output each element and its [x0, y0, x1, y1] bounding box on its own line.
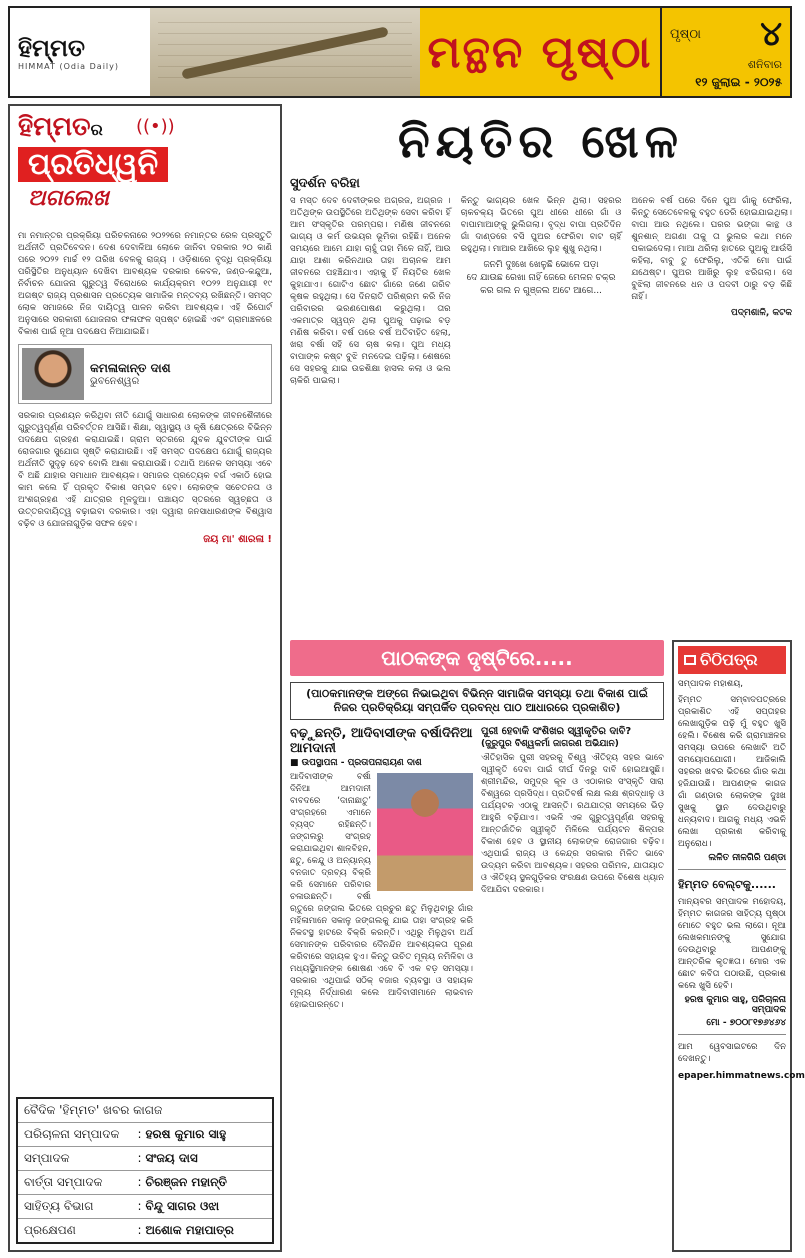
- section-title-block: [420, 8, 660, 96]
- staff-value: ଚିରଞ୍ଜନ ମହାନ୍ତି: [145, 1175, 227, 1189]
- reader-article-2: [481, 726, 664, 1011]
- brand-top-suffix: ର: [90, 120, 103, 139]
- brand-top-text: ହିମ୍ମତ: [18, 112, 91, 142]
- staff-row: [18, 1170, 272, 1194]
- staff-row: [18, 1099, 272, 1122]
- newspaper-logo-sub: HIMMAT (Odia Daily): [18, 61, 119, 71]
- reader-article-2-title: ପୁରୀ ହେବାକି ସଂଶିଖର ସ୍ୱୀକୃତିର ଦାବି?: [481, 726, 632, 737]
- masthead-pen-artwork: [150, 8, 420, 96]
- masthead: [8, 6, 792, 98]
- staff-key: ପରିଚାଳନା ସମ୍ପାଦକ: [24, 1127, 120, 1141]
- letter-2-body: ମାନ୍ୟବର ସମ୍ପାଦକ ମହୋଦୟ, ହିମ୍ମତ କାଗଜର ସାହିତ୍ୟ ପୃଷ୍ଠା ମୋତେ ବହୁତ ଭଲ ଲାଗେ। ନୂଆ ଲେଖକମାନଙ୍କୁ ସୁଯୋଗ ଦେଉଥିବାରୁ ଆପଣଙ୍କୁ ଆନ୍ତରିକ କୃତଜ୍ଞତା। ମୋର ଏକ ଛୋଟ କବିତା ପଠାଉଛି, ପ୍ରକାଶ କଲେ ଖୁସି ହେବି।: [678, 897, 786, 991]
- staff-row: [18, 1218, 272, 1242]
- reader-article-1-title: ବଢ଼ୁଛନ୍ତି, ଆଦିବାସୀଙ୍କ ବର୍ଷାଦିନିଆ ଆମଦାନୀ: [290, 726, 473, 756]
- reader-article-1: [290, 726, 473, 1011]
- main-story: [290, 104, 792, 634]
- verse-text: ଜନମି ଦୁଃଖେ ଖେଳୁଛି ଭୋଳେ ପଡ଼ା ଦେ ଯାଉଛ ରେଖା ନାହିଁ ଜେରେ ମେଳନ ଚକ୍ର କର ଗଲ ନ ଗୁଞ୍ଜଲ ଅଟେ ଆଗେ...: [466, 260, 616, 296]
- readers-subtitle: (ପାଠକମାନଙ୍କ ଅଙ୍ଗେ ନିଭାଇଥିବା ବିଭିନ୍ନ ସାମାଜିକ ସମସ୍ୟା ତଥା ବିକାଶ ପାଇଁ ନିଜର ପ୍ରତିକ୍ରିୟା ସମ୍ପର୍କିତ ପ୍ରବନ୍ଧ ପାଠ ଆଧାରରେ ପ୍ରକାଶିତ): [290, 682, 664, 720]
- reader-article-2-body: ଐତିହାସିକ ପୁରୀ ସହରକୁ ବିଶ୍ୱ ଐତିହ୍ୟ ସହର ଭାବେ ସ୍ୱୀକୃତି ଦେବା ପାଇଁ ଦୀର୍ଘ ଦିନରୁ ଦାବି ହୋଇଆସୁଛି। ଶ୍ରୀମନ୍ଦିର, ସମୁଦ୍ର କୂଳ ଓ ଏଠାକାର ସଂସ୍କୃତି ସାରା ବିଶ୍ୱରେ ପ୍ରସିଦ୍ଧ। ପ୍ରତିବର୍ଷ ଲକ୍ଷ ଲକ୍ଷ ଶ୍ରଦ୍ଧାଳୁ ଓ ପର୍ଯ୍ୟଟକ ଏଠାକୁ ଆସନ୍ତି। ରଥଯାତ୍ରା ସମୟରେ ଭିଡ଼ ଆହୁରି ବଢ଼ିଯାଏ। ଏଭଳି ଏକ ଗୁରୁତ୍ୱପୂର୍ଣ୍ଣ ସହରକୁ ଆନ୍ତର୍ଜାତିକ ସ୍ୱୀକୃତି ମିଳିଲେ ପର୍ଯ୍ୟଟନ ଶିଳ୍ପର ବିକାଶ ହେବ ଓ ସ୍ଥାନୀୟ ଲୋକଙ୍କ ରୋଜଗାର ବଢ଼ିବ। ଏଥିପାଇଁ ରାଜ୍ୟ ଓ କେନ୍ଦ୍ର ସରକାର ମିଳିତ ଭାବେ ଉଦ୍ୟମ କରିବା ଆବଶ୍ୟକ। ସହରର ପରିମଳ, ଯାତାୟାତ ଓ ଐତିହ୍ୟ ସ୍ଥଳଗୁଡ଼ିକର ସଂରକ୍ଷଣ ଉପରେ ବିଶେଷ ଧ୍ୟାନ ଦିଆଯିବା ଦରକାର।: [481, 753, 664, 895]
- reader-article-1-byline: ■ ଉପସ୍ଥାପନା - ପ୍ରତାପନାରାୟଣ ଦାଶ: [290, 758, 422, 768]
- staff-row: [18, 1122, 272, 1146]
- main-story-text-3: ଅନେକ ବର୍ଷ ପରେ ଦିନେ ପୁଅ ଗାଁକୁ ଫେରିଲା, କିନ୍ତୁ ସେତେବେଳକୁ ବହୁତ ଡେରି ହୋଇଯାଇଥିଲା। ବାପା ଆଉ ନଥିଲେ। ଘରର ଭଙ୍ଗା କାନ୍ଥ ଓ ଶୁନଶାନ୍ ଅଗଣା ତାକୁ ତା ଭୁଲର କଥା ମନେ ପକାଇଦେଲା। ମାଆ ଥରିଲା ହାତରେ ପୁଅକୁ ଆଉଁସି କହିଲା, ବାବୁ ତୁ ଫେରିଲୁ, ଏତିକି ମୋ ପାଇଁ ଯଥେଷ୍ଟ। ପୁଅର ଆଖିରୁ ଲୁହ ଝରିଗଲା। ସେ ବୁଝିଲା ଜୀବନରେ ଧନ ଓ ପଦବୀ ଠାରୁ ବଡ଼ କିଛି ନାହିଁ।: [631, 196, 793, 302]
- main-story-col-1: [290, 195, 451, 635]
- envelope-icon: [684, 655, 696, 665]
- editorial-text-1: ମା ନମାନ୍ତର ପ୍ରକ୍ରିୟା ପରିଚଳନାରେ ୨୦୨୨ରେ ନମାନ୍ତର ରେଳ ପ୍ରସ୍ତୁତି ଅର୍ଥନୀତି ପ୍ରତିବେଦନ। ଦେଶ ଦେବାଳିଆ ଲୋକେ ଜାନିବା ଦରକାର ୨୦ କାଣି ପରେ ୨୦୨୨ ମାର୍ଚ୍ଚ ୧୨ ତାରିଖ ବେଳକୁ ରାଜ୍ୟ । ଓଡ଼ିଶାରେ ବୃଦ୍ଧି ପ୍ରକ୍ରିୟା ପରିସ୍ଥିତିର ଅନୁଧ୍ୟାନ ଦେଖିବା ଆବଶ୍ୟକ ଦରକାର କେବଳ, ଜଣ୍ଡ-କନ୍ଦୁଆ, ନିର୍ବାଚନ ଯୋଜନା ଗୁରୁତ୍ୱ ବିରୋଧରେ କାର୍ଯ୍ୟକ୍ରମ ୧୦୨୨ ଅନୁଯାୟୀ ୧୯ ଅଗଷ୍ଟ ରାଜ୍ୟ ପ୍ରଶାସନ ପ୍ରତ୍ୟେକ ସାମାଜିକ ମନ୍ତବ୍ୟ ରଖିଛନ୍ତି। ସମସ୍ତ ଲୋକ ସମାଜରେ ନିଜ ଦାୟିତ୍ୱ ପାଳନ କରିବା ଆବଶ୍ୟକ। ଏହି ରିପୋର୍ଟ ଅନୁସାରେ ସରକାରୀ ଯୋଜନାର ଫଳାଫଳ ସ୍ପଷ୍ଟ ହୋଇଛି ଏବଂ ଗ୍ରାମାଞ୍ଚଳରେ ବିକାଶ ପାଇଁ ନୂଆ ପଦକ୍ଷେପ ନିଆଯାଇଛି।: [18, 231, 272, 337]
- letter-salutation: ସମ୍ପାଦକ ମହାଶୟ,: [678, 679, 744, 689]
- main-headline: ନିୟତିର ଖେଳ: [398, 114, 684, 168]
- reader-article-1-body: ଆଦିବାସୀଙ୍କ ବର୍ଷା ଦିନିଆ ଆମଦାନୀ ବାବଦରେ ‘ଦାନାଛାତୁ’ ସଂଗ୍ରହରେ ଏମାନେ ବ୍ୟସ୍ତ ରହିଛନ୍ତି। ଜଙ୍ଗଲରୁ ସଂଗ୍ରହ କରାଯାଇଥିବା ଶାଳବିହନ, ଛତୁ, କେନ୍ଦୁ ଓ ଅନ୍ୟାନ୍ୟ ବନଜାତ ଦ୍ରବ୍ୟ ବିକ୍ରି କରି ସେମାନେ ପରିବାର ଚଳାଉଛନ୍ତି। ବର୍ଷା ଋତୁରେ ଜଙ୍ଗଲ ଭିତରେ ପ୍ରଚୁର ଛତୁ ମିଳୁଥିବାରୁ ଗାଁର ମହିଳାମାନେ ସକାଳୁ ଜଙ୍ଗଲକୁ ଯାଇ ତାହା ସଂଗ୍ରହ କରି ନିକଟସ୍ଥ ହାଟରେ ବିକ୍ରି କରନ୍ତି। ଏଥିରୁ ମିଳୁଥିବା ଅର୍ଥ ସେମାନଙ୍କ ପରିବାରର ଦୈନନ୍ଦିନ ଆବଶ୍ୟକତା ପୂରଣ କରିବାରେ ସହାୟକ ହୁଏ। କିନ୍ତୁ ଉଚିତ ମୂଲ୍ୟ ନମିଳିବା ଓ ମଧ୍ୟସ୍ଥିମାନଙ୍କ ଶୋଷଣ ଏବେ ବି ଏକ ବଡ଼ ସମସ୍ୟା। ସରକାର ଏଥିପାଇଁ ସଠିକ୍ ବଜାର ବ୍ୟବସ୍ଥା ଓ ସହାୟକ ମୂଲ୍ୟ ନିର୍ଦ୍ଧାରଣ କଲେ ଆଦିବାସୀମାନେ ଲାଭବାନ ହୋଇପାରନ୍ତେ।: [290, 772, 473, 1010]
- main-byline: ସୁଦର୍ଶନ ବରିହା: [290, 176, 360, 191]
- staff-sep: :: [137, 1127, 142, 1141]
- readers-columns: [290, 726, 664, 1011]
- main-story-columns: [290, 195, 792, 635]
- brand-bottom: ଅଗଲେଖ: [28, 186, 109, 211]
- staff-value: ବିନ୍ଦୁ ସାଗର ଓଝା: [145, 1199, 220, 1213]
- author-box: [18, 344, 272, 404]
- issue-day: ଶନିବାର: [747, 57, 782, 71]
- staff-key: ପ୍ରକ୍ଷେପଣ: [24, 1223, 76, 1237]
- author-place: ଭୁବନେଶ୍ୱର: [90, 376, 140, 387]
- letters-divider-2: [678, 1034, 786, 1035]
- letters-header: [678, 646, 786, 674]
- editorial-text-2: ସରକାର ପ୍ରଣୟନ କରିଥିବା ନୀତି ଯୋଗୁଁ ସାଧାରଣ ଲୋକଙ୍କ ଜୀବନଶୈଳୀରେ ଗୁରୁତ୍ୱପୂର୍ଣ୍ଣ ପରିବର୍ତ୍ତନ ଆସିଛି। ଶିକ୍ଷା, ସ୍ୱାସ୍ଥ୍ୟ ଓ କୃଷି କ୍ଷେତ୍ରରେ ବିଭିନ୍ନ ପଦକ୍ଷେପ ଗ୍ରହଣ କରାଯାଇଛି। ଗ୍ରାମ ସ୍ତରରେ ଯୁବକ ଯୁବତୀଙ୍କ ପାଇଁ ରୋଜଗାର ସୁଯୋଗ ସୃଷ୍ଟି କରାଯାଉଛି। ଏହି ସମସ୍ତ ପଦକ୍ଷେପ ଯୋଗୁଁ ରାଜ୍ୟର ଅର୍ଥନୀତି ସୁଦୃଢ଼ ହେବ ବୋଲି ଆଶା କରାଯାଉଛି। ତଥାପି ଅନେକ ସମସ୍ୟା ଏବେ ବି ଅଛି ଯାହାର ସମାଧାନ ଆବଶ୍ୟକ। ସମାଜର ପ୍ରତ୍ୟେକ ବର୍ଗ ଏକାଠି ହୋଇ କାମ କଲେ ହିଁ ପ୍ରକୃତ ବିକାଶ ସମ୍ଭବ ହେବ। ଲୋକଙ୍କ ସଚେତନତା ଓ ଅଂଶଗ୍ରହଣ ଏହି ଯାତ୍ରାର ମୂଳଦୁଆ। ପଞ୍ଚାୟତ ସ୍ତରରେ ସ୍ୱଚ୍ଛତା ଓ ଉତ୍ତରଦାୟିତ୍ୱ ବଢ଼ାଇବା ଦରକାର। ଏହା ଦ୍ୱାରା ଜନସାଧାରଣଙ୍କ ବିଶ୍ୱାସ ବଢ଼ିବ ଓ ଯୋଜନାଗୁଡ଼ିକ ସଫଳ ହେବ।: [18, 411, 272, 529]
- section-title: ମନ୍ଥନ ପୃଷ୍ଠା: [427, 26, 653, 78]
- staff-box: [16, 1097, 274, 1244]
- readers-section: [290, 640, 664, 1252]
- letters-divider: [678, 869, 786, 870]
- staff-sep: :: [137, 1151, 142, 1165]
- page-label: ପୃଷ୍ଠା: [670, 26, 701, 42]
- staff-key: ବାର୍ତ୍ତା ସମ୍ପାଦକ: [24, 1175, 103, 1189]
- staff-value: ହରଷ କୁମାର ସାହୁ: [145, 1127, 227, 1141]
- author-name: କମଳାକାନ୍ତ ଦାଶ: [90, 361, 171, 375]
- letter-contact: ମୋ - ୭୦୦୮୧୭୬୪୬୪: [706, 1018, 786, 1028]
- letters-title: ଚିଠିପତ୍ର: [700, 650, 758, 669]
- vendor-photo: [377, 773, 473, 891]
- page-number-row: [670, 14, 782, 54]
- masthead-logo-block: [10, 8, 150, 96]
- staff-row: [18, 1146, 272, 1170]
- editorial-column: [8, 104, 282, 1252]
- main-story-signoff: ପଦ୍ମଶାଳି, କଟକ: [731, 308, 793, 318]
- issue-date: ୧୨ ଜୁଲାଇ - ୨୦୨୫: [695, 75, 782, 89]
- staff-value: ଅଶୋକ ମହାପାତ୍ର: [145, 1223, 234, 1237]
- staff-key: ସାହିତ୍ୟ ବିଭାଗ: [24, 1199, 94, 1213]
- letters-section: [672, 640, 805, 1252]
- staff-key: ସମ୍ପାଦକ: [24, 1151, 70, 1165]
- staff-sep: :: [137, 1223, 142, 1237]
- editorial-body-2: [18, 410, 272, 530]
- main-story-col-3: [631, 195, 792, 635]
- main-story-text-1: ସ ମସ୍ତ ଦେବ ଦେବୀଙ୍କର ଅଗ୍ରଜ, ଅଗ୍ରଜ । ଅତିଥିଙ୍କ ଉପସ୍ଥିତିରେ ଅତିଥିଙ୍କ ସେବା କରିବା ହିଁ ଆମ ସଂସ୍କୃତିର ପରମ୍ପରା। ମଣିଷ ଜୀବନରେ ଭାଗ୍ୟ ଓ କର୍ମ ଉଭୟର ଭୂମିକା ରହିଛି। ଅନେକ ସମୟରେ ଆମେ ଯାହା ଚାହୁଁ ତାହା ମିଳେ ନାହିଁ, ଆଉ ଯାହା ଆଶା କରିନଥାଉ ତାହା ଅଚାନକ ଆମ ଜୀବନରେ ପହଞ୍ଚିଯାଏ। ଏହାକୁ ହିଁ ନିୟତିର ଖେଳ କୁହାଯାଏ। ଗୋଟିଏ ଛୋଟ ଗାଁରେ ଜଣେ ଗରିବ କୃଷକ ରହୁଥିଲା। ସେ ଦିନରାତି ପରିଶ୍ରମ କରି ନିଜ ପରିବାରର ଭରଣପୋଷଣ କରୁଥିଲା। ତାର ଏକମାତ୍ର ସ୍ୱପ୍ନ ଥିଲା ପୁଅକୁ ପଢ଼ାଇ ବଡ଼ ମଣିଷ କରିବା। ବର୍ଷ ପରେ ବର୍ଷ ଅତିବାହିତ ହେଲା, ଖରା ବର୍ଷା ସହି ସେ ଚାଷ କଲା। ପୁଅ ମଧ୍ୟ ବାପାଙ୍କ କଷ୍ଟ ବୁଝି ମନଦେଇ ପଢ଼ିଲା। ଶେଷରେ ସେ ସହରକୁ ଯାଇ ଉଚ୍ଚଶିକ୍ଷା ହାସଲ କଲା ଓ ଭଲ ଚାକିରି ପାଇଲା।: [290, 196, 451, 386]
- page-info-block: [660, 8, 790, 96]
- letter-2-title: ହିମ୍ମତ ବେଲ୍ଟକୁ......: [678, 878, 776, 891]
- staff-row: [18, 1194, 272, 1218]
- author-photo: [22, 348, 84, 400]
- staff-value: ସଂଜୟ ଦାସ: [145, 1151, 198, 1165]
- editorial-body-1: [18, 230, 272, 338]
- letter-1-body: ହିମ୍ମତ ସମ୍ବାଦପତ୍ରରେ ପ୍ରକାଶିତ ଏହି ସପ୍ତାହର ଲେଖାଗୁଡ଼ିକ ପଢ଼ି ମୁଁ ବହୁତ ଖୁସି ହେଲି। ବିଶେଷ କରି ଗ୍ରାମାଞ୍ଚଳର ସମସ୍ୟା ଉପରେ ଲେଖାଟି ଅତି ସମୟୋପଯୋଗୀ। ଆଜିକାଲି ସହରର ଖବର ଭିତରେ ଗାଁର କଥା ହଜିଯାଉଛି। ଆପଣଙ୍କ କାଗଜ ଗାଁ ଗଣ୍ଡାର ଲୋକଙ୍କ ଦୁଃଖ ସୁଖକୁ ସ୍ଥାନ ଦେଉଥିବାରୁ ଧନ୍ୟବାଦ। ଆଗକୁ ମଧ୍ୟ ଏଭଳି ଲେଖା ପ୍ରକାଶ କରିବାକୁ ଅନୁରୋଧ।: [678, 695, 786, 849]
- broadcast-icon: ((•)): [136, 116, 175, 137]
- letter-1-signature: ଲଳିତ ନୀଳଗିରି ପଣ୍ଡା: [708, 853, 786, 863]
- main-story-verse: [461, 259, 622, 298]
- readers-banner: ପାଠକଙ୍କ ଦୃଷ୍ଟିରେ.....: [290, 640, 664, 676]
- brand-mid: ପ୍ରତିଧ୍ୱନି: [18, 147, 168, 182]
- staff-sep: :: [137, 1175, 142, 1189]
- editorial-closing: ଜୟ ମା' ଶାରଳା !: [203, 534, 272, 545]
- website-note: ଆମ ୱେବସାଇଟରେ ଦିନ ଦେଖନ୍ତୁ।: [678, 1042, 786, 1064]
- reader-article-2-byline: (ଜୁରୁପୁର ବିଶ୍ୱକର୍ମା ଜାଗରଣ ଅଭିଯାନ): [481, 739, 619, 749]
- letter-2-signature: ହରଷ କୁମାର ସାହୁ, ପରିଚାଳନା ସମ୍ପାଦକ: [684, 995, 786, 1015]
- newspaper-logo: ହିମ୍ମତ: [18, 33, 86, 62]
- editorial-brand: [18, 112, 272, 230]
- epaper-link[interactable]: epaper.himmatnews.com: [678, 1071, 805, 1081]
- staff-key: ବୈଦିକ 'ହିମ୍ମତ' ଖବର କାଗଜ: [24, 1103, 163, 1117]
- staff-sep: :: [137, 1199, 142, 1213]
- main-story-col-2: [461, 195, 622, 635]
- page-number: ୪: [760, 14, 782, 54]
- main-story-text-2: କିନ୍ତୁ ଭାଗ୍ୟର ଖେଳ ଭିନ୍ନ ଥିଲା। ସହରର ଚାକଚକ୍ୟ ଭିତରେ ପୁଅ ଧୀରେ ଧୀରେ ଗାଁ ଓ ବାପାମାଆଙ୍କୁ ଭୁଲିଗଲା। ବୃଦ୍ଧ ବାପା ପ୍ରତିଦିନ ଗାଁ ଦାଣ୍ଡରେ ବସି ପୁଅର ଫେରିବା ବାଟ ଚାହିଁ ରହୁଥିଲା। ମାଆର ଆଖିରେ ଲୁହ ଶୁଖୁ ନଥିଲା।: [460, 196, 622, 254]
